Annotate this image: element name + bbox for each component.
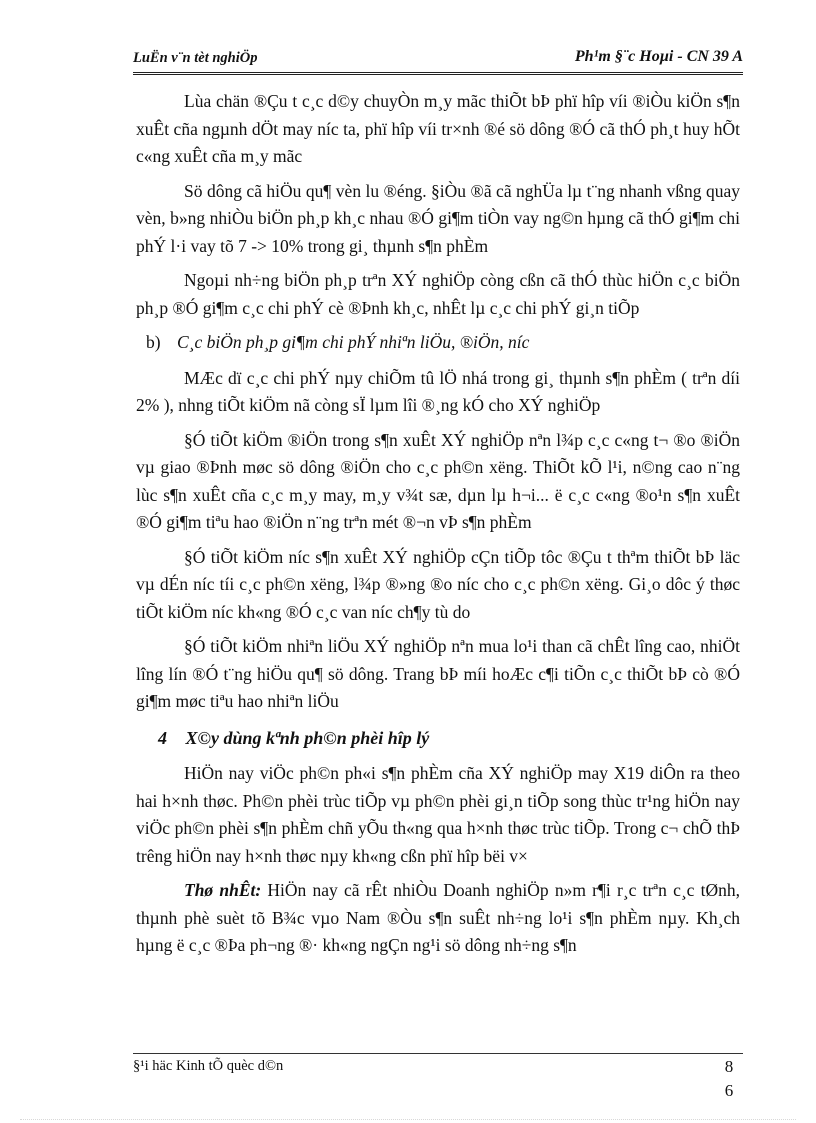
subsection-heading — [136, 329, 740, 357]
section-title: X©y dùng kªnh ph©n phèi hîp lý — [185, 727, 430, 748]
page-number-line-1: 8 — [724, 1057, 734, 1076]
paragraph: Lùa chän ®Çu t c¸c d©y chuyÒn m¸y mãc thiÕt bÞ phï hîp víi ®iÒu kiÖn s¶n xuÊt cña ngµnh dÖt may níc ta, phï hîp víi tr×nh ®é sö dông ®Ó cã thÓ ph¸t huy hÕt c«ng xuÊt cña m¸y mãc — [136, 91, 740, 166]
paragraph-with-lead — [136, 877, 740, 960]
paragraph: HiÖn nay viÖc ph©n ph«i s¶n phÈm cña XÝ nghiÖp may X19 diÔn ra theo hai h×nh thøc. Ph©n phèi trùc tiÕp vµ ph©n phèi gi¸n tiÕp song thùc tr¹ng hiÖn nay viÖc ph©n phèi s¶n phÈm chñ yÕu th«ng qua h×nh thøc trùc tiÕp. Trong c¬ chÕ thÞ trêng hiÖn nay h×nh thøc nµy kh«ng cßn phï hîp bëi v× — [136, 763, 740, 866]
page-number — [718, 1055, 740, 1103]
paragraph-text: HiÖn nay cã rÊt nhiÒu Doanh nghiÖp n»m r¶i r¸c trªn c¸c tØnh, thµnh phè suèt tõ B¾c vµo Nam ®Òu s¶n suÊt nh÷ng lo¹i s¶n phÈm nµy. Kh¸ch hµng ë c¸c ®Þa ph¬ng ®· kh«ng ngÇn ng¹i sö dông nh÷ng s¶n — [136, 880, 741, 955]
paragraph: Sö dông cã hiÖu qu¶ vèn lu ®éng. §iÒu ®ã cã nghÜa lµ t¨ng nhanh vßng quay vèn, b»ng nhiÒu biÖn ph¸p kh¸c nhau ®Ó gi¶m tiÒn vay ng©n hµng cã thÓ gi¶m chi phÝ l·i vay tõ 7 -> 10% trong gi¸ thµnh s¶n phÈm — [136, 180, 740, 256]
page-number-line-2: 6 — [724, 1081, 734, 1100]
header-thesis-label: LuËn v¨n tèt nghiÖp — [133, 50, 258, 66]
paragraph: §Ó tiÕt kiÖm níc s¶n xuÊt XÝ nghiÖp cÇn tiÕp tôc ®Çu t thªm thiÕt bÞ läc vµ dÉn níc tíi c¸c ph©n xëng, l¾p ®»ng ®o níc cho c¸c ph©n xëng. Gi¸o dôc ý thøc tiÕt kiÖm níc kh«ng ®Ó c¸c van níc ch¶y tù do — [136, 546, 740, 622]
paragraph-lead: Thø nhÊt: — [184, 880, 262, 900]
subsection-title: C¸c biÖn ph¸p gi¶m chi phÝ nhiªn liÖu, ®iÖn, níc — [176, 332, 530, 352]
footer-university: §¹i häc Kinh tÕ quèc d©n — [133, 1058, 284, 1074]
paragraph: MÆc dï c¸c chi phÝ nµy chiÕm tû lÖ nhá trong gi¸ thµnh s¶n phÈm ( trªn díi 2% ), nhng tiÕt kiÖm nã còng sÏ lµm lîi ®¸ng kÓ cho XÝ nghiÖp — [136, 367, 740, 415]
page-body — [136, 88, 740, 967]
page-header — [133, 46, 743, 72]
header-author: Ph¹m §¨c Hoµi - CN 39 A — [574, 48, 743, 65]
page-edge-dots — [20, 1119, 796, 1120]
footer-divider — [133, 1053, 743, 1054]
section-heading — [136, 725, 740, 753]
paragraph: §Ó tiÕt kiÖm nhiªn liÖu XÝ nghiÖp nªn mua lo¹i than cã chÊt lîng cao, nhiÖt lîng lín ®Ó t¨ng hiÖu qu¶ sö dông. Trang bÞ míi hoÆc c¶i tiÕn c¸c thiÕt bÞ cò ®Ó gi¶m møc tiªu hao nhiªn liÖu — [136, 636, 740, 711]
subsection-number: b) — [146, 332, 161, 352]
section-number: 4 — [158, 727, 167, 748]
header-divider — [133, 72, 743, 75]
paragraph: Ngoµi nh÷ng biÖn ph¸p trªn XÝ nghiÖp còng cßn cã thÓ thùc hiÖn c¸c biÖn ph¸p ®Ó gi¶m c¸c chi phÝ cè ®Þnh kh¸c, nhÊt lµ c¸c chi phÝ gi¸n tiÕp — [136, 270, 740, 318]
paragraph: §Ó tiÕt kiÖm ®iÖn trong s¶n xuÊt XÝ nghiÖp nªn l¾p c¸c c«ng t¬ ®o ®iÖn vµ giao ®Þnh møc sö dông ®iÖn cho c¸c ph©n xëng. ThiÕt kÕ l¹i, n©ng cao n¨ng lùc s¶n xuÊt cña c¸c m¸y may, m¸y v¾t sæ, dµn lµ h¬i... ë c¸c c«ng ®o¹n s¶n xuÊt ®Ó gi¶m tiªu hao ®iÖn n¨ng trªn mét ®¬n vÞ s¶n phÈm — [136, 429, 740, 532]
